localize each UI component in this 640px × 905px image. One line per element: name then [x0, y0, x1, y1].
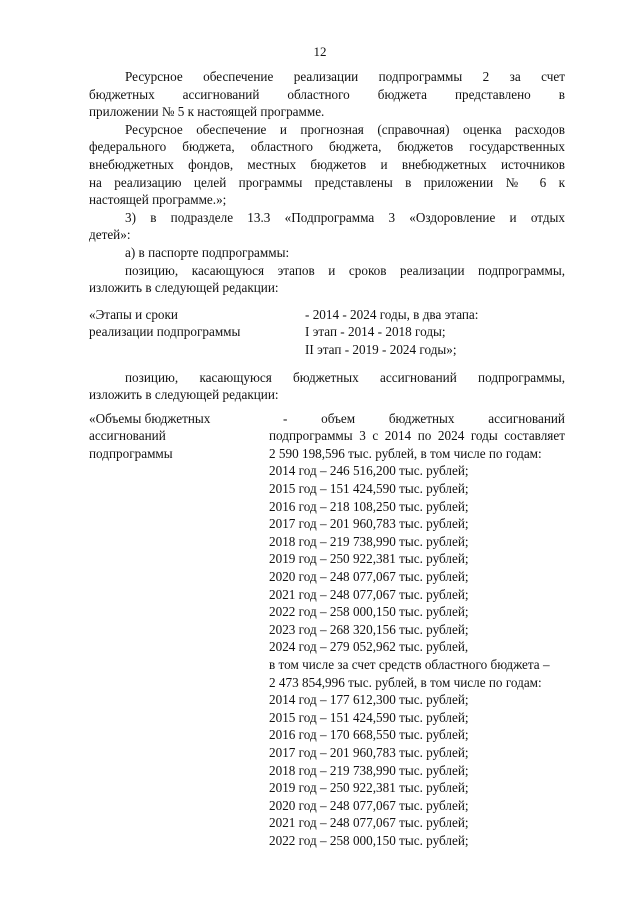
text-line: Ресурсное обеспечение и прогнозная (справочная) оценка расходов — [125, 121, 565, 137]
word: бюджетных — [388, 410, 455, 426]
text-line: приложении № 5 к настоящей программе. — [89, 104, 325, 120]
year-total-line: 2024 год – 279 052,962 тыс. рублей, — [269, 639, 469, 655]
paragraph-resource-forecast — [89, 121, 565, 209]
text-line: Ресурсное обеспечение реализации подпрограммы 2 за счет — [125, 69, 565, 84]
stages-label — [89, 306, 269, 359]
document-body — [89, 68, 565, 850]
year-regional-line: 2018 год – 219 738,990 тыс. рублей; — [269, 762, 469, 778]
paragraph-stages-intro — [89, 262, 565, 297]
budget-header-line: подпрограммы 3 с 2014 по 2024 годы составляет — [269, 428, 565, 444]
text-line: позицию, касающуюся этапов и сроков реализации подпрограммы, — [125, 262, 565, 278]
text-line: бюджетных ассигнований областного бюджета представлено в — [89, 86, 565, 102]
paragraph-resource-subprogram-2 — [89, 68, 565, 121]
year-total-line: 2021 год – 248 077,067 тыс. рублей; — [269, 586, 469, 602]
label-line: «Объемы бюджетных — [89, 410, 211, 426]
value-line: - 2014 - 2024 годы, в два этапа: — [305, 306, 479, 322]
label-line: подпрограммы — [89, 445, 173, 461]
year-total-line: 2016 год – 218 108,250 тыс. рублей; — [269, 498, 469, 514]
year-regional-line: 2016 год – 170 668,550 тыс. рублей; — [269, 727, 469, 743]
label-line: реализации подпрограммы — [89, 324, 241, 340]
text-line: 3) в подразделе 13.3 «Подпрограмма 3 «Оздоровление и отдых — [125, 209, 565, 225]
regional-line: в том числе за счет средств областного бюджета – — [269, 657, 550, 672]
year-regional-line: 2017 год – 201 960,783 тыс. рублей; — [269, 744, 469, 760]
year-regional-line: 2014 год – 177 612,300 тыс. рублей; — [269, 692, 469, 708]
text-line: детей»: — [89, 227, 131, 243]
label-line: ассигнований — [89, 428, 166, 444]
budget-first-line — [269, 410, 565, 428]
year-total-line: 2022 год – 258 000,150 тыс. рублей; — [269, 604, 469, 620]
paragraph-passport — [89, 244, 565, 262]
regional-line: 2 473 854,996 тыс. рублей, в том числе по годам: — [269, 674, 542, 690]
paragraph-subsection-13-3 — [89, 209, 565, 244]
dash: - — [283, 410, 288, 426]
year-regional-line: 2015 год – 151 424,590 тыс. рублей; — [269, 709, 469, 725]
year-total-line: 2020 год – 248 077,067 тыс. рублей; — [269, 569, 469, 585]
paragraph-budget-intro — [89, 369, 565, 404]
year-total-line: 2015 год – 151 424,590 тыс. рублей; — [269, 481, 469, 497]
text-line: а) в паспорте подпрограммы: — [125, 244, 290, 260]
stages-block — [89, 306, 565, 359]
year-regional-line: 2019 год – 250 922,381 тыс. рублей; — [269, 780, 469, 796]
stages-value — [269, 306, 565, 359]
year-total-line: 2017 год – 201 960,783 тыс. рублей; — [269, 516, 469, 532]
page-number: 12 — [313, 44, 327, 59]
text-line: позицию, касающуюся бюджетных ассигнований подпрограммы, — [125, 369, 565, 385]
value-line: I этап - 2014 - 2018 годы; — [305, 324, 446, 340]
text-line: настоящей программе.»; — [89, 192, 227, 208]
value-line: II этап - 2019 - 2024 годы»; — [305, 341, 457, 357]
year-total-line: 2018 год – 219 738,990 тыс. рублей; — [269, 533, 469, 549]
year-regional-line: 2020 год – 248 077,067 тыс. рублей; — [269, 797, 469, 813]
year-total-line: 2019 год – 250 922,381 тыс. рублей; — [269, 551, 469, 567]
text-line: внебюджетных фондов, местных бюджетов и внебюджетных источников — [89, 156, 565, 172]
text-line: изложить в следующей редакции: — [89, 387, 279, 403]
budget-header-line: 2 590 198,596 тыс. рублей, в том числе по годам: — [269, 445, 542, 461]
text-line: федерального бюджета, областного бюджета, бюджетов государственных — [89, 139, 565, 155]
budget-value — [269, 410, 565, 850]
label-line: «Этапы и сроки — [89, 306, 178, 322]
word: объем — [321, 410, 356, 426]
year-total-line: 2023 год – 268 320,156 тыс. рублей; — [269, 621, 469, 637]
word: ассигнований — [488, 410, 565, 426]
year-total-line: 2014 год – 246 516,200 тыс. рублей; — [269, 463, 469, 479]
budget-label — [89, 410, 269, 850]
text-line: изложить в следующей редакции: — [89, 280, 279, 296]
year-regional-line: 2022 год – 258 000,150 тыс. рублей; — [269, 832, 469, 848]
text-line: на реализацию целей программы представлены в приложении № 6 к — [89, 174, 565, 190]
budget-block — [89, 410, 565, 850]
year-regional-line: 2021 год – 248 077,067 тыс. рублей; — [269, 815, 469, 831]
